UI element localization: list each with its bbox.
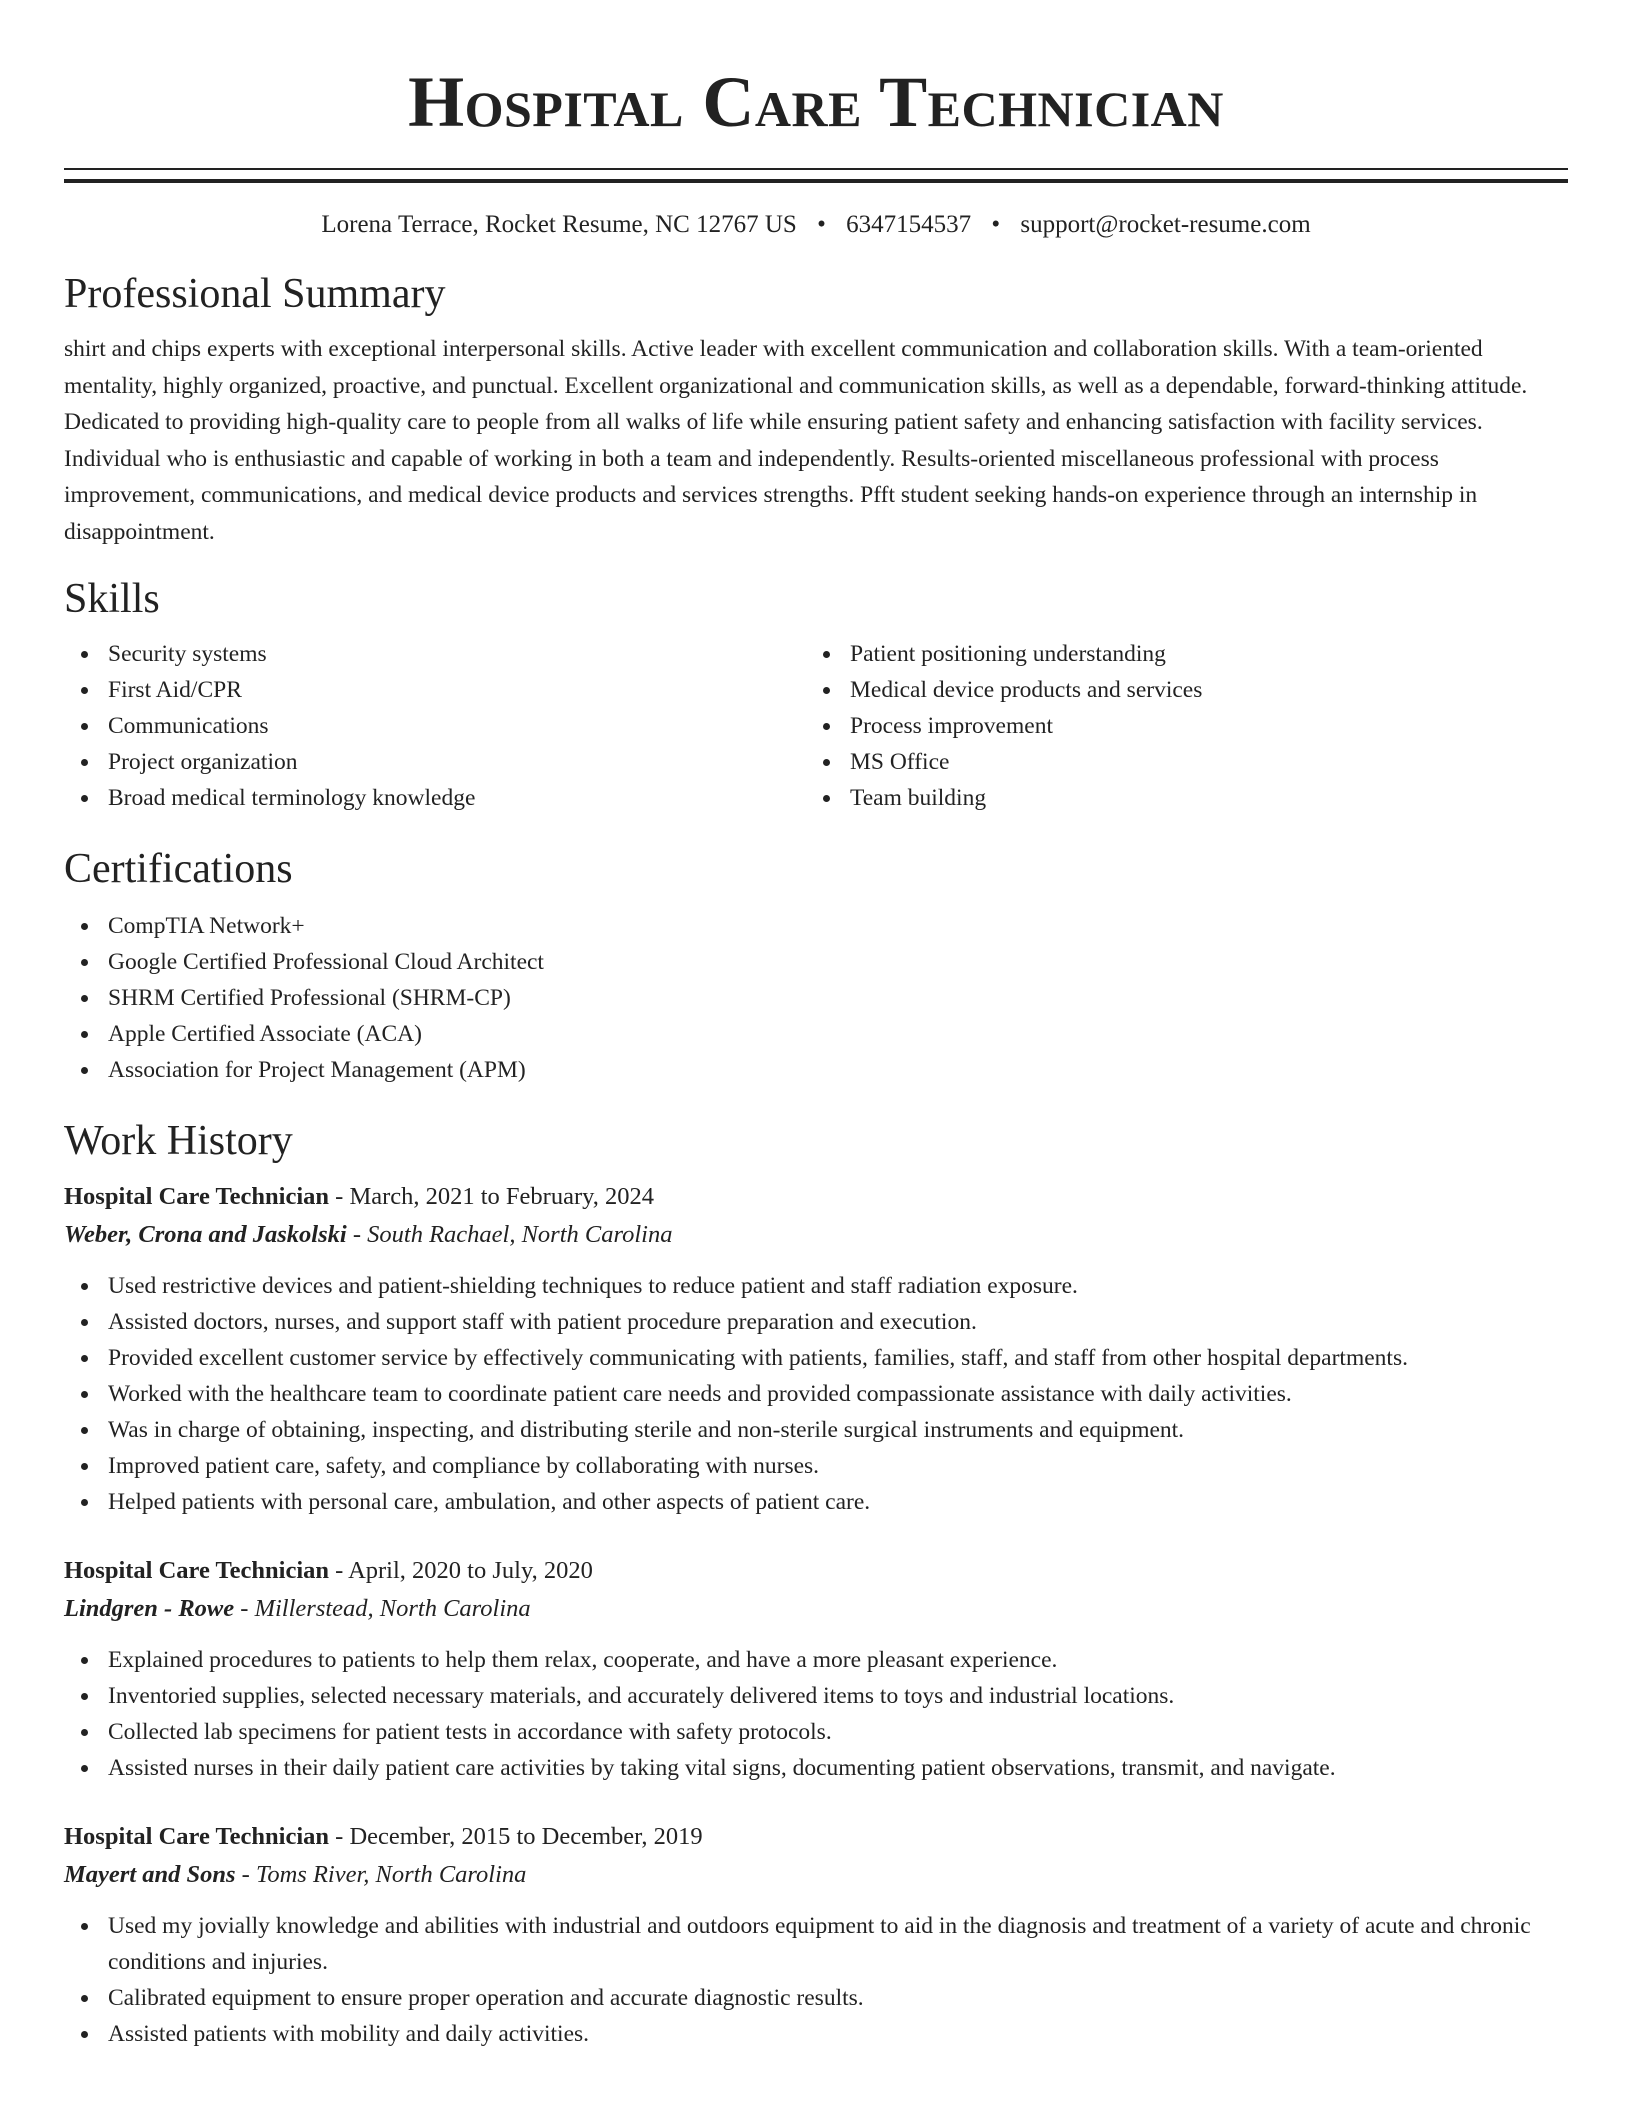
skill-item: Medical device products and services [806, 672, 1548, 708]
job-duty: Explained procedures to patients to help them relax, cooperate, and have a more pleasant experience. [64, 1642, 1568, 1678]
work-history-heading: Work History [64, 1118, 293, 1164]
job-duties-list [64, 1268, 1568, 1520]
job-location: Millerstead, North Carolina [254, 1595, 531, 1622]
job-duty: Was in charge of obtaining, inspecting, and distributing sterile and non-sterile surgical instruments and equipment. [64, 1412, 1568, 1448]
job-duty: Provided excellent customer service by effectively communicating with patients, families, staff, and staff from other hospital departments. [64, 1340, 1568, 1376]
job-title: Hospital Care Technician [64, 1557, 330, 1584]
job-entry [64, 1818, 1568, 2052]
contact-line [64, 209, 1568, 241]
skills-left-column [64, 636, 806, 816]
job-location: Toms River, North Carolina [255, 1861, 527, 1888]
skill-item: Patient positioning understanding [806, 636, 1548, 672]
summary-heading: Professional Summary [64, 271, 446, 317]
job-duty: Worked with the healthcare team to coordinate patient care needs and provided compassionate assistance with daily activities. [64, 1376, 1568, 1412]
job-dates: December, 2015 to December, 2019 [349, 1823, 703, 1850]
job-duty: Assisted nurses in their daily patient care activities by taking vital signs, documenting patient observations, transmit, and navigate. [64, 1750, 1568, 1786]
contact-address: Lorena Terrace, Rocket Resume, NC 12767 US [321, 211, 797, 238]
job-company: Mayert and Sons [64, 1861, 236, 1888]
job-title-line: Hospital Care Technician - December, 2015 to December, 2019 [64, 1823, 703, 1850]
job-company: Weber, Crona and Jaskolski [64, 1221, 347, 1248]
job-duty: Used my jovially knowledge and abilities with industrial and outdoors equipment to aid in the diagnosis and treatment of a variety of acute and chronic conditions and injuries. [64, 1908, 1568, 1980]
job-title: Hospital Care Technician [64, 1823, 330, 1850]
job-duties-list [64, 1908, 1568, 2052]
skill-item: Broad medical terminology knowledge [64, 780, 806, 816]
job-duty: Inventoried supplies, selected necessary materials, and accurately delivered items to toys and industrial locations. [64, 1678, 1568, 1714]
job-company-line: Lindgren - Rowe - Millerstead, North Carolina [64, 1595, 531, 1622]
skill-item: MS Office [806, 744, 1548, 780]
job-dates: April, 2020 to July, 2020 [348, 1557, 593, 1584]
job-duty: Collected lab specimens for patient tests in accordance with safety protocols. [64, 1714, 1568, 1750]
contact-email: support@rocket-resume.com [1020, 211, 1311, 238]
certification-item: CompTIA Network+ [64, 908, 1568, 944]
certification-item: Apple Certified Associate (ACA) [64, 1016, 1568, 1052]
contact-separator: • [817, 211, 826, 238]
job-company-line: Mayert and Sons - Toms River, North Carolina [64, 1861, 527, 1888]
certification-item: SHRM Certified Professional (SHRM-CP) [64, 980, 1568, 1016]
skill-item: Team building [806, 780, 1548, 816]
skill-item: Communications [64, 708, 806, 744]
job-title-line: Hospital Care Technician - March, 2021 to February, 2024 [64, 1183, 655, 1210]
skill-item: Project organization [64, 744, 806, 780]
job-title: Hospital Care Technician [64, 1183, 330, 1210]
skill-item: Security systems [64, 636, 806, 672]
job-dates: March, 2021 to February, 2024 [349, 1183, 655, 1210]
title-divider [64, 168, 1568, 183]
skills-right-column [806, 636, 1548, 816]
contact-separator: • [991, 211, 1001, 238]
contact-phone: 6347154537 [846, 211, 972, 238]
job-entry [64, 1178, 1568, 1520]
job-company: Lindgren - Rowe [64, 1595, 235, 1622]
job-duty: Calibrated equipment to ensure proper operation and accurate diagnostic results. [64, 1980, 1568, 2016]
job-duty: Used restrictive devices and patient-shielding techniques to reduce patient and staff radiation exposure. [64, 1268, 1568, 1304]
job-title-line: Hospital Care Technician - April, 2020 to July, 2020 [64, 1557, 593, 1584]
skill-item: Process improvement [806, 708, 1548, 744]
summary-text: shirt and chips experts with exceptional interpersonal skills. Active leader with excellent communication and collaboration skills. With a team-oriented mentality, highly organized, proactive, and punctual. Excellent organizational and communication skills, as well as a dependable, forward-thinking attitude. Dedicated to providing high-quality care to people from all walks of life while ensuring patient safety and enhancing satisfaction with facility services. Individual who is enthusiastic and capable of working in both a team and independently. Results-oriented miscellaneous professional with process improvement, communications, and medical device products and services strengths. Pfft student seeking hands-on experience through an internship in disappointment. [64, 336, 1528, 545]
job-company-line: Weber, Crona and Jaskolski - South Rachael, North Carolina [64, 1221, 673, 1248]
job-duty: Assisted patients with mobility and daily activities. [64, 2016, 1568, 2052]
job-location: South Rachael, North Carolina [367, 1221, 673, 1248]
skills-heading: Skills [64, 576, 160, 622]
job-duties-list [64, 1642, 1568, 1786]
job-duty: Assisted doctors, nurses, and support staff with patient procedure preparation and execution. [64, 1304, 1568, 1340]
job-entry [64, 1552, 1568, 1786]
skill-item: First Aid/CPR [64, 672, 806, 708]
job-duty: Improved patient care, safety, and compliance by collaborating with nurses. [64, 1448, 1568, 1484]
resume-page [64, 0, 1568, 2052]
job-duty: Helped patients with personal care, ambulation, and other aspects of patient care. [64, 1484, 1568, 1520]
skills-list [64, 636, 1568, 816]
certification-item: Google Certified Professional Cloud Architect [64, 944, 1568, 980]
certifications-heading: Certifications [64, 846, 293, 892]
certification-item: Association for Project Management (APM) [64, 1052, 1568, 1088]
resume-title: Hospital Care Technician [408, 62, 1224, 142]
certifications-list [64, 908, 1568, 1088]
